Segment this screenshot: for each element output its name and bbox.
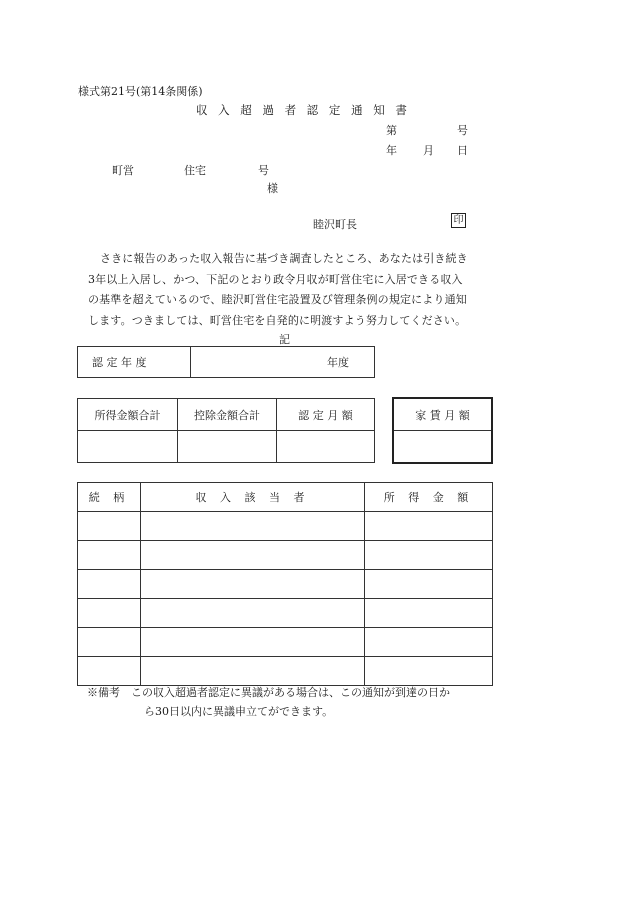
body-line-4: します。つきましては、町営住宅を自発的に明渡すよう努力してください。 [88, 313, 467, 327]
deduction-total-header: 控除金額合計 [178, 399, 277, 431]
rent-header: 家 賃 月 額 [393, 398, 492, 431]
income-total-cell [78, 431, 178, 463]
table-row [78, 570, 493, 599]
monthly-cert-header: 認 定 月 額 [277, 399, 375, 431]
rent-cell [393, 431, 492, 464]
ki-heading: 記 [279, 333, 290, 346]
issuer-name: 睦沢町長 [313, 218, 357, 231]
body-line-2: 3年以上入居し、かつ、下記のとおり政令月収が町営住宅に入居できる収入 [88, 272, 463, 286]
date-month: 月 [423, 144, 434, 157]
address-housing: 住宅 [184, 164, 206, 177]
table-row [78, 512, 493, 541]
monthly-cert-cell [277, 431, 375, 463]
cert-year-table [77, 346, 375, 378]
table-row [78, 628, 493, 657]
notice-body [88, 249, 508, 331]
body-line-3: の基準を超えているので、睦沢町営住宅設置及び管理条例の規定により通知 [88, 293, 467, 306]
income-amount-header: 所 得 金 額 [365, 483, 493, 512]
cert-year-label: 認 定 年 度 [78, 347, 191, 378]
remarks-line-1: ※備考 この収入超過者認定に異議がある場合は、この通知が到達の日か [87, 686, 450, 699]
cert-year-field: 年度 [191, 347, 375, 378]
deduction-total-cell [178, 431, 277, 463]
number-prefix: 第 [386, 124, 397, 137]
table-row [78, 541, 493, 570]
date-year: 年 [386, 144, 397, 157]
number-suffix: 号 [457, 124, 468, 137]
address-town: 町営 [112, 164, 134, 177]
form-number: 様式第21号(第14条関係) [78, 85, 203, 98]
rent-table [392, 397, 493, 464]
income-total-header: 所得金額合計 [78, 399, 178, 431]
address-unit: 号 [258, 164, 269, 177]
remarks-line-2: ら30日以内に異議申立てができます。 [144, 705, 334, 718]
date-day: 日 [457, 144, 468, 157]
table-row [78, 599, 493, 628]
body-line-1: さきに報告のあった収入報告に基づき調査したところ、あなたは引き続き [100, 252, 468, 265]
income-table [77, 398, 375, 463]
relationship-header: 続 柄 [78, 483, 141, 512]
members-table [77, 482, 493, 686]
seal-stamp: 印 [451, 213, 466, 228]
recipient-suffix: 様 [267, 182, 278, 195]
table-row [78, 657, 493, 686]
document-title: 収 入 超 過 者 認 定 通 知 書 [196, 103, 411, 117]
income-person-header: 収 入 該 当 者 [141, 483, 365, 512]
